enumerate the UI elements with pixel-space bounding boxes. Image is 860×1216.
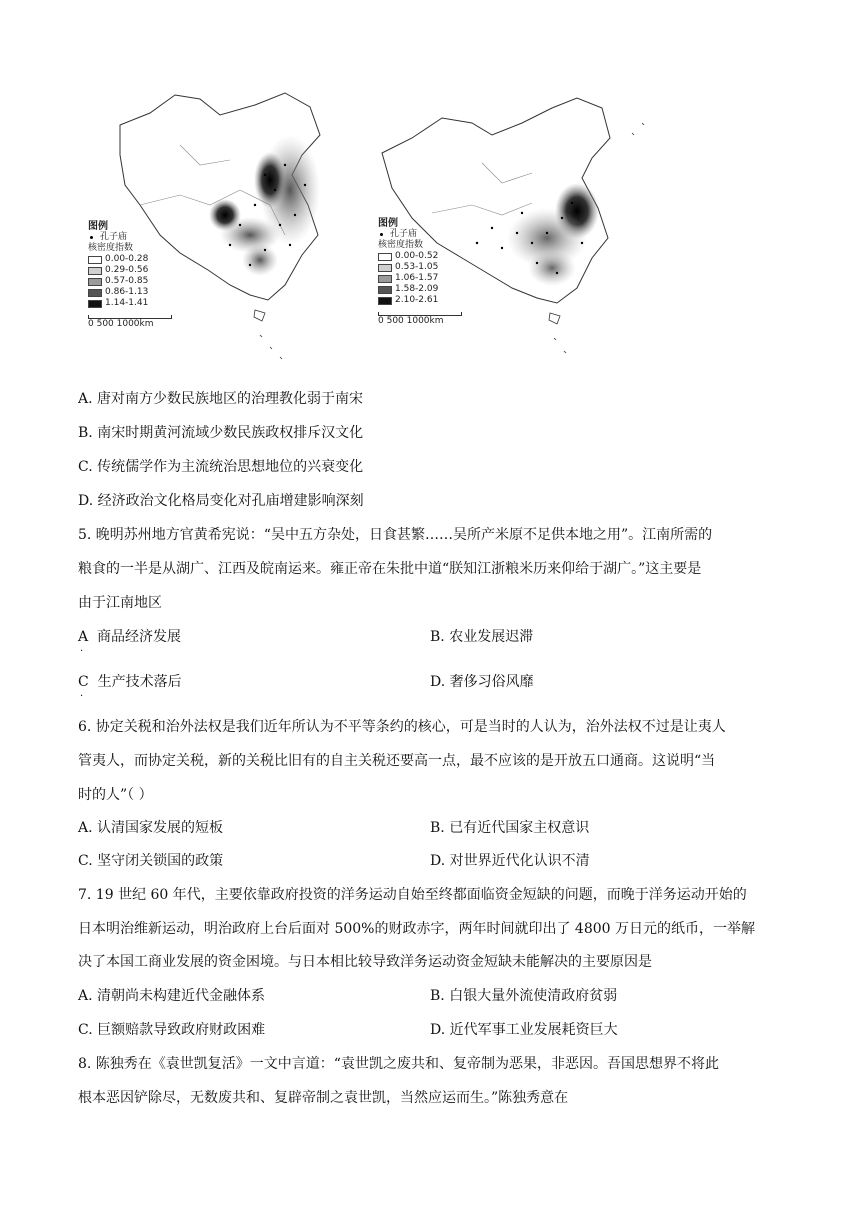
emphasis-dot: ·: [80, 691, 84, 702]
legend-left: [88, 221, 172, 330]
legend-left-range-4: 0.86-1.13: [105, 287, 149, 297]
swatch-1: [378, 253, 392, 261]
legend-right-range-3: 1.06-1.57: [395, 273, 439, 283]
q5-option-c-text: 生产技术落后: [97, 674, 182, 690]
q7-option-a: A. 清朝尚未构建近代金融体系: [78, 988, 266, 1004]
q7-option-b: B. 白银大量外流使清政府贫弱: [430, 988, 618, 1004]
swatch-5: [378, 297, 392, 305]
swatch-5: [88, 300, 102, 308]
legend-left-point-label: 孔子庙: [100, 232, 128, 242]
legend-left-density-label: 核密度指数: [88, 243, 134, 253]
q6-stem-line-3: 时的人”（ ）: [78, 787, 153, 803]
q4-option-d: D. 经济政治文化格局变化对孔庙增建影响深刻: [78, 493, 364, 509]
swatch-2: [88, 267, 102, 275]
q4-option-a: A. 唐对南方少数民族地区的治理教化弱于南宋: [78, 391, 364, 407]
q7-option-c: C. 巨额赔款导致政府财政困难: [78, 1022, 266, 1038]
legend-right-point-label: 孔子庙: [390, 229, 418, 239]
q6-option-d: D. 对世界近代化认识不清: [430, 853, 590, 869]
legend-right-range-2: 0.53-1.05: [395, 262, 439, 272]
q5-option-b: B. 农业发展迟滞: [430, 629, 534, 645]
legend-left-range-5: 1.14-1.41: [105, 298, 149, 308]
scale-left-text: 0 500 1000km: [88, 319, 154, 329]
q6-option-b: B. 已有近代国家主权意识: [430, 820, 590, 836]
q5-stem-line-3: 由于江南地区: [78, 595, 162, 611]
kongzi-temple-maps: [80, 85, 680, 375]
legend-right-density-label: 核密度指数: [378, 240, 424, 250]
q6-option-c: C. 坚守闭关锁国的政策: [78, 853, 224, 869]
q5-option-a: [78, 626, 182, 657]
temple-point-icon: [90, 236, 93, 239]
swatch-4: [88, 289, 102, 297]
legend-left-range-2: 0.29-0.56: [105, 265, 149, 275]
legend-left-title: 图例: [88, 221, 108, 232]
q7-stem-line-2: 日本明治维新运动，明治政府上台后面对 500%的财政赤字，两年时间就印出了 4800 万日元的纸币，一举解: [78, 921, 756, 937]
q8-stem-line-1: 8. 陈独秀在《袁世凯复活》一文中言道：“袁世凯之废共和、复帝制为恶果，非恶因。吾国思想界不将此: [78, 1056, 719, 1072]
q5-option-a-text: 商品经济发展: [97, 629, 182, 645]
swatch-3: [378, 275, 392, 283]
emphasis-dot: ·: [80, 646, 84, 657]
q5-stem-line-1: 5. 晚明苏州地方官黄希宪说：“吴中五方杂处，日食甚繁……吴所产米原不足供本地之用”。江南所需的: [78, 527, 713, 543]
q7-stem-line-3: 决了本国工商业发展的资金困境。与日本相比较导致洋务运动资金短缺未能解决的主要原因是: [78, 954, 652, 970]
legend-right: [378, 218, 462, 327]
scale-right-text: 0 500 1000km: [378, 316, 444, 326]
q7-stem-line-1: 7. 19 世纪 60 年代，主要依靠政府投资的洋务运动自始至终都面临资金短缺的问题，而晚于洋务运动开始的: [78, 887, 747, 903]
legend-left-range-1: 0.00-0.28: [105, 254, 149, 264]
q4-option-c: C. 传统儒学作为主流统治思想地位的兴衰变化: [78, 459, 364, 475]
swatch-1: [88, 256, 102, 264]
q8-stem-line-2: 根本恶因铲除尽，无数废共和、复辟帝制之袁世凯，当然应运而生。”陈独秀意在: [78, 1090, 569, 1106]
legend-right-range-1: 0.00-0.52: [395, 251, 439, 261]
q4-option-b: B. 南宋时期黄河流域少数民族政权排斥汉文化: [78, 425, 364, 441]
q5-stem-line-2: 粮食的一半是从湖广、江西及皖南运来。雍正帝在朱批中道“朕知江浙粮米历来仰给于湖广。”这主要是: [78, 561, 702, 577]
swatch-2: [378, 264, 392, 272]
temple-point-icon: [380, 233, 383, 236]
swatch-3: [88, 278, 102, 286]
q6-option-a: A. 认清国家发展的短板: [78, 820, 224, 836]
legend-right-title: 图例: [378, 218, 398, 229]
q5-option-a-letter: A: [78, 629, 89, 645]
q7-option-d: D. 近代军事工业发展耗资巨大: [430, 1022, 618, 1038]
legend-right-range-5: 2.10-2.61: [395, 295, 439, 305]
q5-option-d: D. 奢侈习俗风靡: [430, 674, 534, 690]
q5-option-c: [78, 671, 182, 702]
q6-stem-line-2: 管夷人，而协定关税，新的关税比旧有的自主关税还要高一点，最不应该的是开放五口通商。这说明“当: [78, 753, 716, 769]
q5-option-c-letter: C: [78, 674, 89, 690]
swatch-4: [378, 286, 392, 294]
legend-right-range-4: 1.58-2.09: [395, 284, 439, 294]
legend-left-range-3: 0.57-0.85: [105, 276, 149, 286]
q6-stem-line-1: 6. 协定关税和治外法权是我们近年所认为不平等条约的核心，可是当时的人认为，治外法权不过是让夷人: [78, 719, 726, 735]
